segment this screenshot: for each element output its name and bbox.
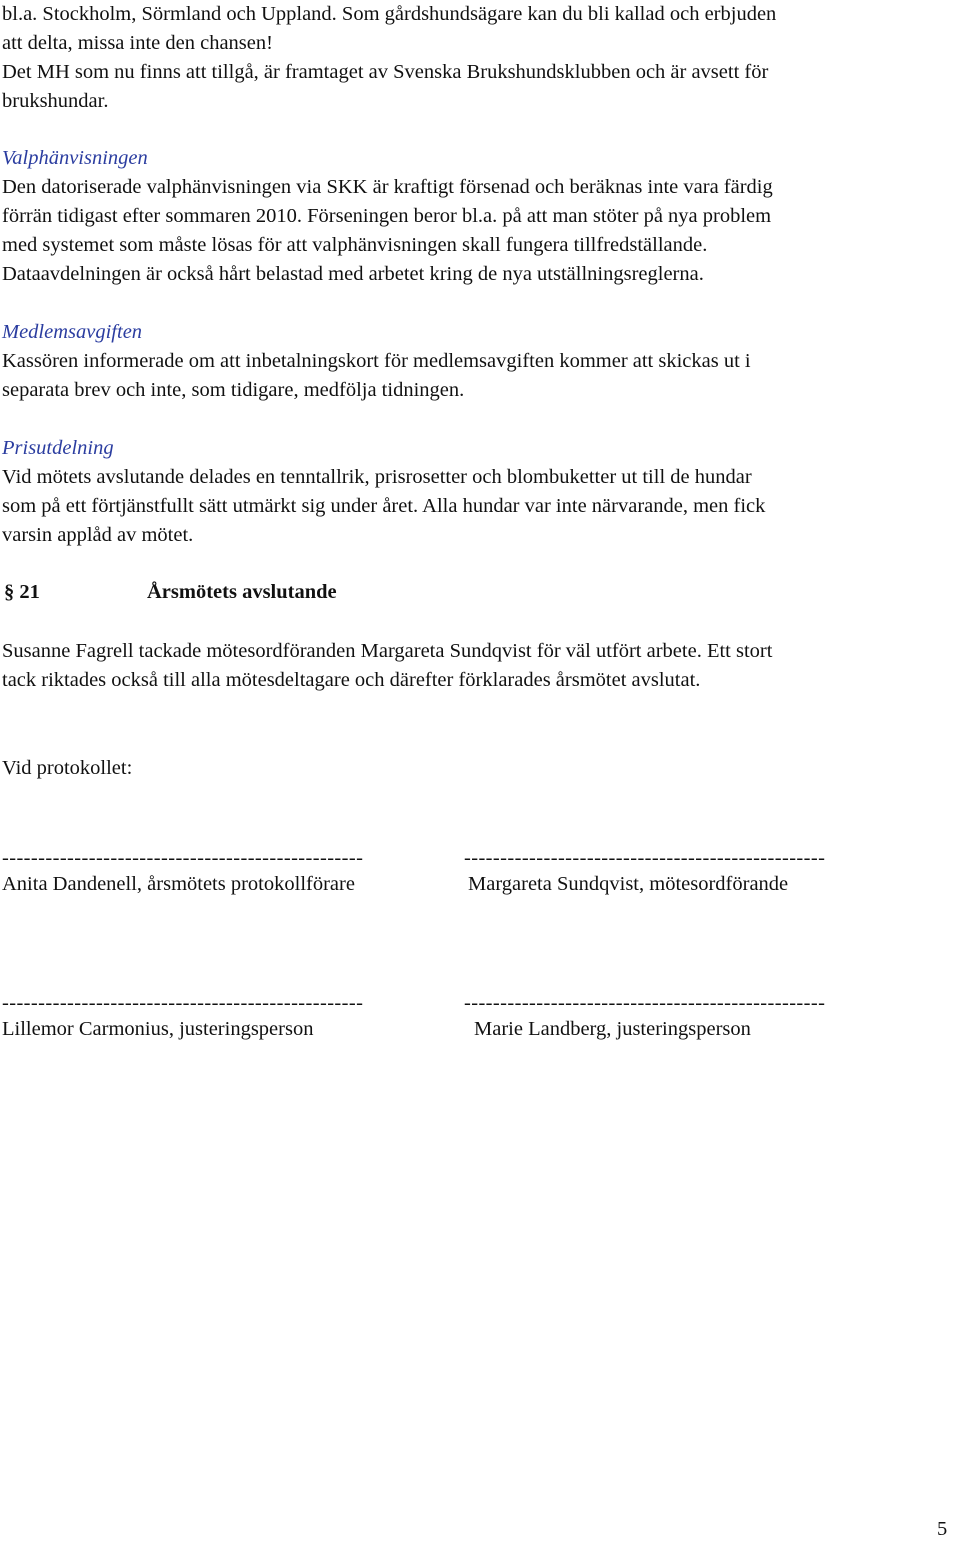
valphanvisningen-heading: Valphänvisningen	[2, 147, 148, 169]
intro-line-1: bl.a. Stockholm, Sörmland och Uppland. Som gårdshundsägare kan du bli kallad och erbjuden	[2, 3, 777, 25]
signature-name-right-2: Marie Landberg, justeringsperson	[474, 1018, 751, 1040]
prisutdelning-line-2: som på ett förtjänstfullt sätt utmärkt sig under året. Alla hundar var inte närvarande, men fick	[2, 495, 766, 517]
signature-name-left-1: Anita Dandenell, årsmötets protokollförare	[2, 873, 355, 895]
prisutdelning-line-3: varsin applåd av mötet.	[2, 524, 194, 546]
medlemsavgiften-line-1: Kassören informerade om att inbetalningskort för medlemsavgiften kommer att skickas ut i	[2, 350, 751, 372]
section-21-title: Årsmötets avslutande	[147, 581, 337, 603]
prisutdelning-line-1: Vid mötets avslutande delades en tenntallrik, prisrosetter och blombuketter ut till de hundar	[2, 466, 752, 488]
signature-line-left-1: --------------------------------------------------	[2, 847, 364, 869]
section-21-number: § 21	[4, 581, 40, 603]
valphanvisningen-line-3: med systemet som måste lösas för att valphänvisningen skall fungera tillfredställande.	[2, 234, 708, 256]
document-page	[2, 0, 958, 1545]
intro-line-3: Det MH som nu finns att tillgå, är framtaget av Svenska Brukshundsklubben och är avsett för	[2, 61, 769, 83]
protocol-label: Vid protokollet:	[2, 757, 133, 779]
section-21-line-2: tack riktades också till alla mötesdeltagare och därefter förklarades årsmötet avslutat.	[2, 669, 701, 691]
section-21-line-1: Susanne Fagrell tackade mötesordföranden Margareta Sundqvist för väl utfört arbete. Ett stort	[2, 640, 773, 662]
page-number: 5	[937, 1518, 948, 1540]
prisutdelning-heading: Prisutdelning	[2, 437, 114, 459]
signature-line-left-2: --------------------------------------------------	[2, 992, 364, 1014]
medlemsavgiften-heading: Medlemsavgiften	[2, 321, 143, 343]
signature-name-left-2: Lillemor Carmonius, justeringsperson	[2, 1018, 314, 1040]
signature-line-right-1: --------------------------------------------------	[464, 847, 826, 869]
signature-line-right-2: --------------------------------------------------	[464, 992, 826, 1014]
intro-line-2: att delta, missa inte den chansen!	[2, 32, 273, 54]
valphanvisningen-line-2: förrän tidigast efter sommaren 2010. Förseningen beror bl.a. på att man stöter på nya problem	[2, 205, 772, 227]
valphanvisningen-line-4: Dataavdelningen är också hårt belastad med arbetet kring de nya utställningsreglerna.	[2, 263, 704, 285]
intro-line-4: brukshundar.	[2, 90, 109, 112]
signature-name-right-1: Margareta Sundqvist, mötesordförande	[468, 873, 789, 895]
medlemsavgiften-line-2: separata brev och inte, som tidigare, medfölja tidningen.	[2, 379, 465, 401]
valphanvisningen-line-1: Den datoriserade valphänvisningen via SKK är kraftigt försenad och beräknas inte vara färdig	[2, 176, 773, 198]
section-21-header	[4, 578, 337, 607]
